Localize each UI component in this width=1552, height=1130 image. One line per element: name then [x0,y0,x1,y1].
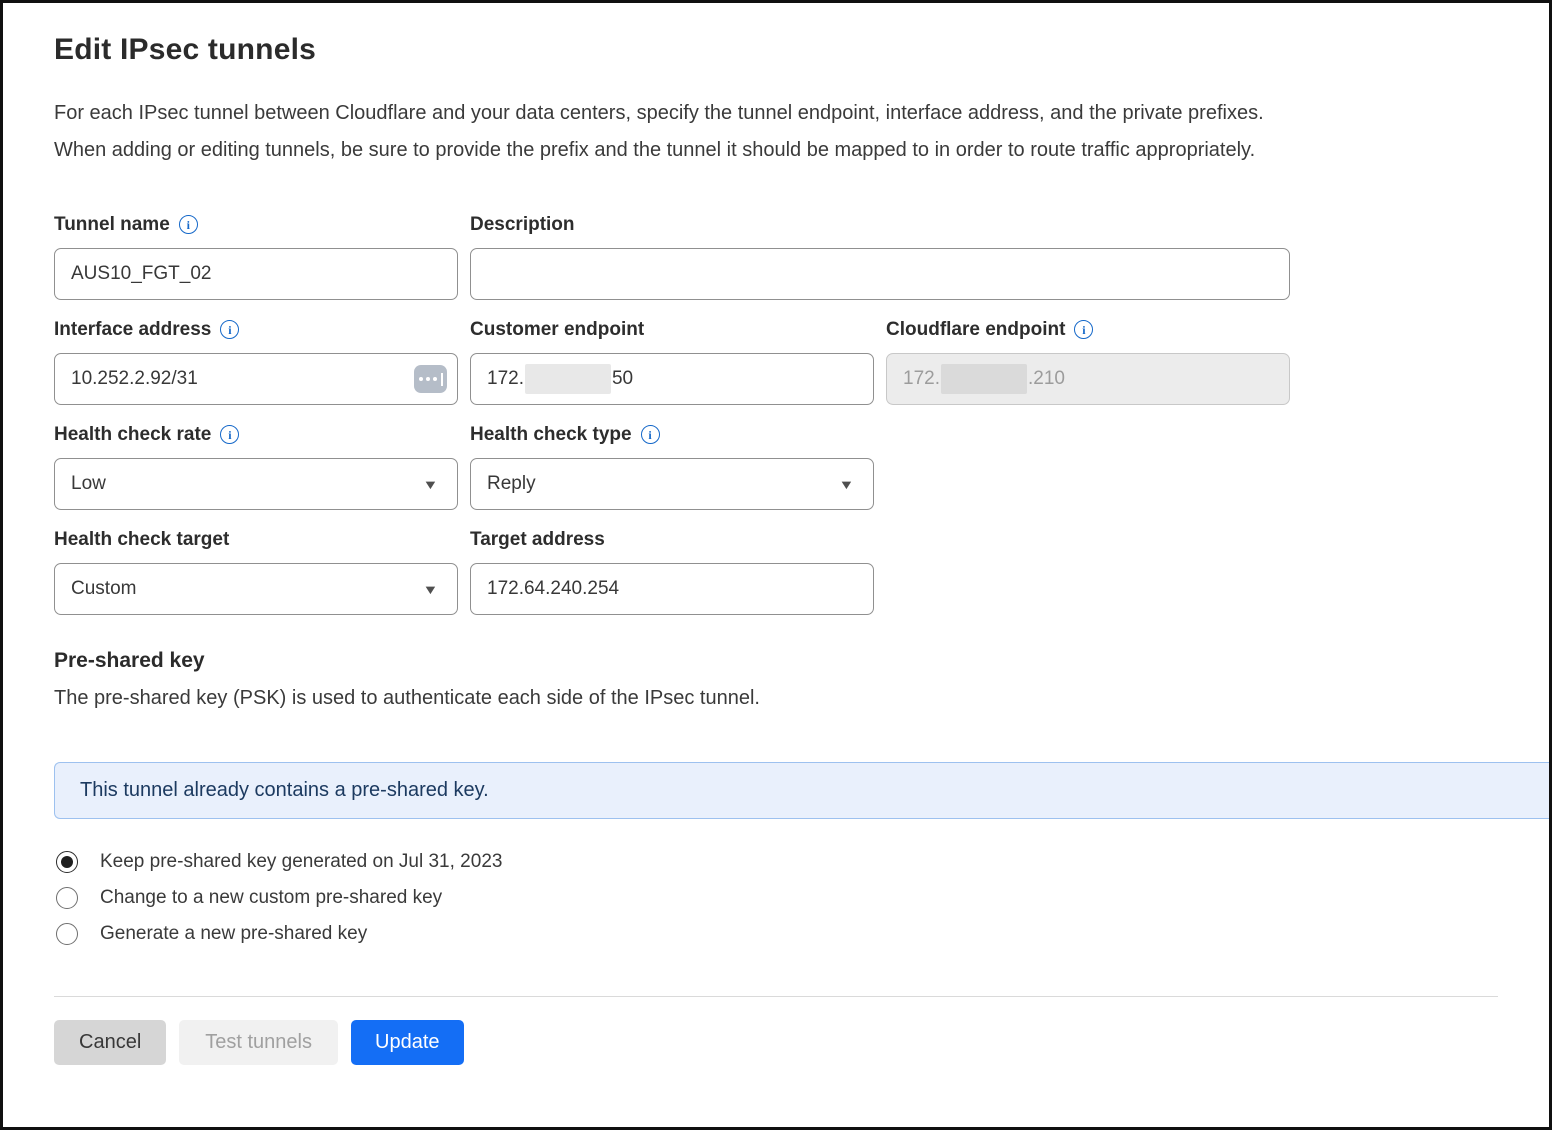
interface-address-input[interactable] [71,368,441,390]
radio-button-icon [56,851,78,873]
interface-address-field [54,318,458,405]
health-check-rate-label [54,423,458,446]
test-tunnels-button: Test tunnels [179,1020,338,1065]
health-check-target-select[interactable] [54,563,458,615]
psk-option-group [56,851,1549,945]
tunnel-name-input-box [54,248,458,300]
health-check-type-label [470,423,874,446]
radio-button-icon [56,923,78,945]
intro-line-2: When adding or editing tunnels, be sure to provide the prefix and the tunnel it should be mapped to in order to route traffic appropriately. [54,139,1256,161]
psk-banner-text: This tunnel already contains a pre-shared key. [80,779,489,801]
customer-endpoint-value-suffix: 50 [611,368,634,389]
target-address-label [470,528,874,551]
interface-address-label-text: Interface address [54,318,212,340]
tunnel-name-label [54,213,458,236]
customer-endpoint-value-prefix: 172. [487,368,524,389]
psk-option-label: Generate a new pre-shared key [100,923,368,944]
update-button[interactable]: Update [351,1020,464,1065]
chevron-down-icon: ▼ [422,476,439,492]
description-label [470,213,1290,236]
interface-address-label [54,318,458,341]
psk-option-custom-key[interactable] [56,887,1549,909]
footer-actions [54,1020,1549,1065]
health-check-target-value: Custom [71,578,137,599]
cloudflare-endpoint-value-prefix: 172. [903,368,940,389]
tunnel-name-field [54,213,458,300]
customer-endpoint-label-text: Customer endpoint [470,318,645,340]
cancel-button[interactable]: Cancel [54,1020,166,1065]
health-check-target-label [54,528,458,551]
chevron-down-icon: ▼ [838,476,855,492]
description-field [470,213,1290,300]
psk-option-label: Change to a new custom pre-shared key [100,887,443,908]
redacted-region [525,364,611,394]
cloudflare-endpoint-value-suffix: .210 [1027,368,1065,389]
info-icon[interactable]: i [179,215,198,234]
health-check-rate-field [54,423,458,510]
psk-info-banner [54,762,1549,819]
target-address-label-text: Target address [470,528,605,550]
target-address-input-box [470,563,874,615]
tunnel-name-label-text: Tunnel name [54,213,170,235]
psk-option-generate-key[interactable] [56,923,1549,945]
tunnel-name-input[interactable] [71,263,441,285]
footer-divider [54,996,1498,997]
psk-option-keep-key[interactable] [56,851,1549,873]
health-check-type-label-text: Health check type [470,423,632,445]
info-icon[interactable]: i [220,425,239,444]
intro-line-1: For each IPsec tunnel between Cloudflare and your data centers, specify the tunnel endpoint, interface address, and the private prefixes. [54,102,1264,124]
intro-text [54,95,1534,169]
description-input[interactable] [487,263,1273,285]
info-icon[interactable]: i [220,320,239,339]
info-icon[interactable]: i [1074,320,1093,339]
description-label-text: Description [470,213,575,235]
cloudflare-endpoint-label [886,318,1290,341]
cloudflare-endpoint-label-text: Cloudflare endpoint [886,318,1066,340]
health-check-type-select[interactable] [470,458,874,510]
health-check-target-label-text: Health check target [54,528,230,550]
psk-option-label: Keep pre-shared key generated on Jul 31, 2023 [100,851,503,872]
redacted-region [941,364,1027,394]
customer-endpoint-input[interactable] [470,353,874,405]
health-check-rate-select[interactable] [54,458,458,510]
health-check-type-field [470,423,874,510]
text-cursor-icon [414,365,447,393]
target-address-input[interactable] [487,578,857,600]
customer-endpoint-label [470,318,874,341]
target-address-field [470,528,874,615]
cloudflare-endpoint-field [886,318,1290,405]
health-check-type-value: Reply [487,473,536,494]
cloudflare-endpoint-input [886,353,1290,405]
tunnel-form [54,213,1549,615]
psk-heading: Pre-shared key [54,649,205,672]
health-check-rate-label-text: Health check rate [54,423,212,445]
psk-description: The pre-shared key (PSK) is used to authenticate each side of the IPsec tunnel. [54,687,760,709]
chevron-down-icon: ▼ [422,581,439,597]
info-icon[interactable]: i [641,425,660,444]
description-input-box [470,248,1290,300]
health-check-rate-value: Low [71,473,106,494]
radio-button-icon [56,887,78,909]
health-check-target-field [54,528,458,615]
page-title: Edit IPsec tunnels [54,33,316,66]
customer-endpoint-field [470,318,874,405]
interface-address-input-box [54,353,458,405]
